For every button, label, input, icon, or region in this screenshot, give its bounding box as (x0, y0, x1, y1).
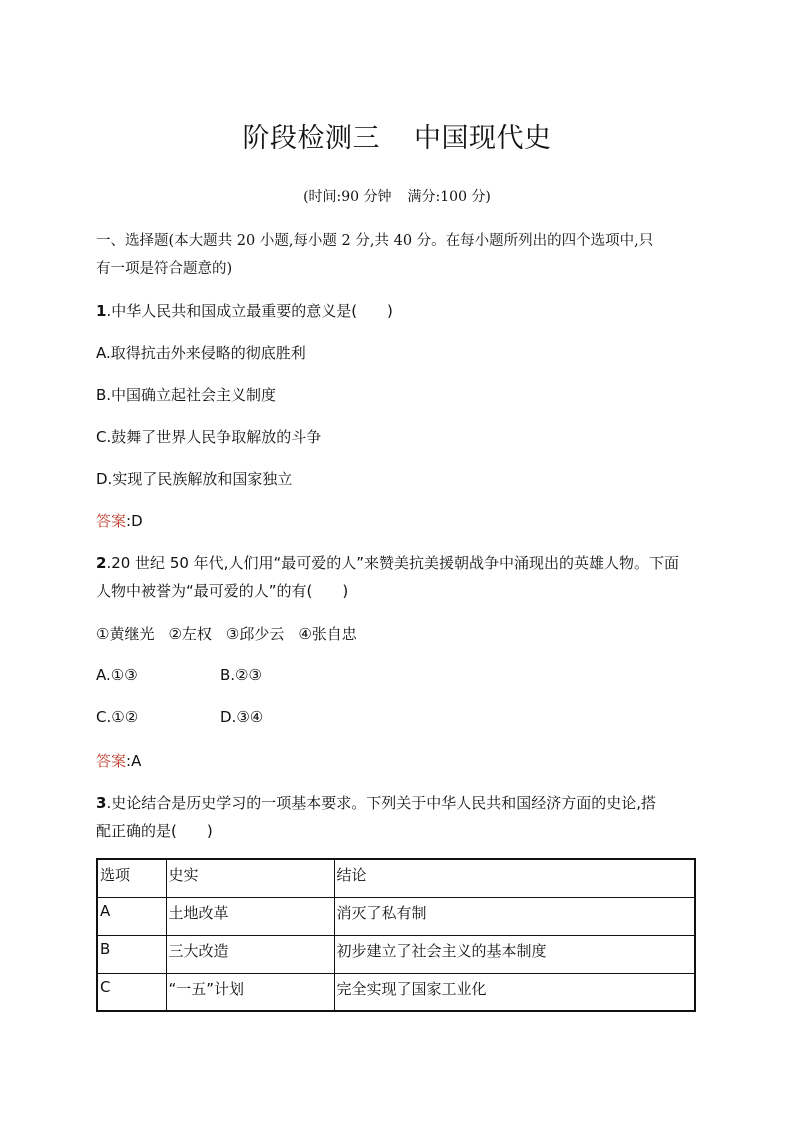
table-cell: 初步建立了社会主义的基本制度 (334, 935, 695, 973)
question-1-option-a: A.取得抗击外来侵略的彻底胜利 (96, 344, 306, 362)
question-2-option-c: C.①② (96, 708, 139, 726)
item-2: ②左权 (168, 625, 212, 643)
question-1-option-b: B.中国确立起社会主义制度 (96, 386, 277, 404)
section-instructions-line2: 有一项是符合题意的) (96, 261, 233, 277)
question-1-number: 1 (96, 302, 107, 320)
table-row (97, 897, 695, 935)
question-3-stem-line1 (96, 792, 700, 813)
table-cell: 完全实现了国家工业化 (334, 973, 695, 1011)
title-part1: 阶段检测三 (242, 123, 380, 154)
answer-label: 答案 (96, 752, 127, 770)
answer-value: :A (126, 752, 142, 770)
item-1: ①黄继光 (96, 625, 155, 643)
question-1-option-d: D.实现了民族解放和国家独立 (96, 470, 293, 488)
table-header-cell: 结论 (334, 859, 695, 897)
question-2-text: .20 世纪 50 年代,人们用“最可爱的人”来赞美抗美援朝战争中涌现出的英雄人物。下面 (106, 554, 679, 572)
question-3-stem-line2: 配正确的是( ) (96, 822, 213, 840)
table-cell: 土地改革 (166, 897, 334, 935)
table-row (97, 973, 695, 1011)
section-instructions-line1: 一、选择题(本大题共 20 小题,每小题 2 分,共 40 分。在每小题所列出的四个选项中,只 (96, 233, 654, 249)
question-2-option-b: B.②③ (220, 666, 262, 684)
exam-score: 满分:100 分) (407, 189, 491, 205)
exam-subtitle (0, 186, 794, 206)
question-2-option-d: D.③④ (220, 708, 264, 726)
question-1-answer (96, 510, 700, 531)
exam-time: (时间:90 分钟 (303, 189, 392, 205)
table-cell: C (97, 973, 166, 1011)
question-2-options-row1 (96, 666, 700, 684)
table-header-row (97, 859, 695, 897)
question-2-items (96, 623, 700, 644)
question-2-stem-line2: 人物中被誉为“最可爱的人”的有( ) (96, 582, 349, 600)
question-1-text: .中华人民共和国成立最重要的意义是( ) (106, 302, 393, 320)
question-2-options-row2 (96, 708, 700, 726)
question-3-number: 3 (96, 794, 107, 812)
item-3: ③邱少云 (225, 625, 285, 643)
table-cell: 三大改造 (166, 935, 334, 973)
item-4: ④张自忠 (298, 625, 357, 643)
question-2-stem-line1 (96, 552, 700, 573)
table-header-cell: 选项 (97, 859, 166, 897)
table-cell: B (97, 935, 166, 973)
answer-value: :D (126, 512, 143, 530)
table-cell: A (97, 897, 166, 935)
question-1-stem (96, 300, 700, 321)
question-3-table (96, 858, 696, 1012)
question-1-option-c: C.鼓舞了世界人民争取解放的斗争 (96, 428, 322, 446)
page-title (0, 116, 794, 155)
table-header-cell: 史实 (166, 859, 334, 897)
table-row (97, 935, 695, 973)
title-part2: 中国现代史 (414, 123, 552, 154)
question-2-option-a: A.①③ (96, 666, 138, 684)
question-2-number: 2 (96, 554, 107, 572)
question-2-answer (96, 750, 700, 771)
answer-label: 答案 (96, 512, 127, 530)
question-3-text: .史论结合是历史学习的一项基本要求。下列关于中华人民共和国经济方面的史论,搭 (106, 794, 656, 812)
table-cell: “一五”计划 (166, 973, 334, 1011)
table-cell: 消灭了私有制 (334, 897, 695, 935)
